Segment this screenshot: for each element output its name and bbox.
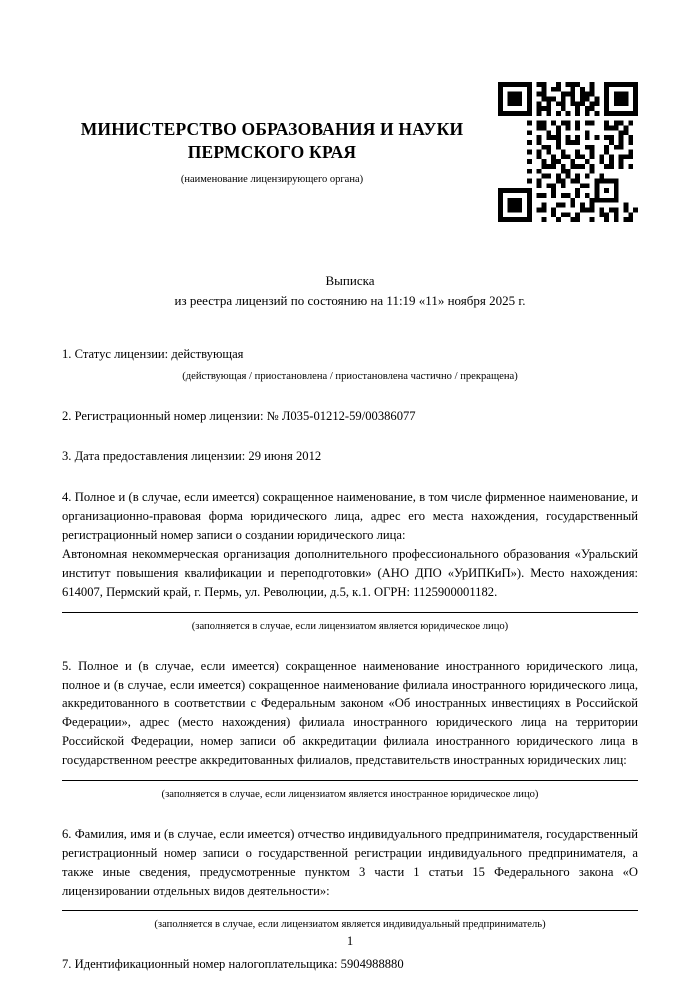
section-individual-entrepreneur xyxy=(62,825,638,933)
section-legal-entity-text: 4. Полное и (в случае, если имеется) сокращенное наименование, в том числе фирменное наименование, и организационно-правовая форма юридического лица, адрес его места нахождения, государственный регистрационный номер записи о создании юридического лица: xyxy=(62,490,638,543)
section-issue-date-text: 3. Дата предоставления лицензии: 29 июня 2012 xyxy=(62,449,322,464)
divider xyxy=(62,780,638,781)
organization-title-line1: МИНИСТЕРСТВО ОБРАЗОВАНИЯ И НАУКИ xyxy=(80,119,464,139)
document-header xyxy=(62,0,482,185)
section-status-text: 1. Статус лицензии: действующая xyxy=(62,346,244,361)
section-foreign-entity xyxy=(62,657,638,803)
section-status xyxy=(62,345,638,385)
document-title xyxy=(62,271,638,311)
divider xyxy=(62,910,638,911)
section-inn-text: 7. Идентификационный номер налогоплательщика: 5904988880 xyxy=(62,957,404,972)
section-registration-number-text: 2. Регистрационный номер лицензии: № Л035-01212-59/00386077 xyxy=(62,408,416,423)
section-legal-entity-note: (заполняется в случае, если лицензиатом является юридическое лицо) xyxy=(191,620,509,632)
section-foreign-entity-note: (заполняется в случае, если лицензиатом является иностранное юридическое лицо) xyxy=(161,788,539,800)
section-legal-entity-value: Автономная некоммерческая организация дополнительного профессионального образования «Уральский институт повышения квалификации и переподготовки» (АНО ДПО «УрИПКиП»). Место нахождения: 614007, Пермский край, г. Пермь, ул. Революции, д.5, к.1. ОГРН: 1125900001182. xyxy=(62,547,638,599)
organization-title-line2: ПЕРМСКОГО КРАЯ xyxy=(187,142,357,163)
section-individual-entrepreneur-text: 6. Фамилия, имя и (в случае, если имеется) отчество индивидуального предпринимателя, государственный регистрационный номер записи о государственной регистрации индивидуального предпринимателя, а также иные сведения, предусмотренные пунктом 3 части 1 статьи 15 Федерального закона «О лицензировании отдельных видов деятельности»: xyxy=(62,826,638,898)
document-title-line1: Выписка xyxy=(325,272,375,288)
qr-code-svg xyxy=(498,82,638,222)
divider xyxy=(62,612,638,613)
organization-subtitle: (наименование лицензирующего органа) xyxy=(180,173,364,185)
page-number: 1 xyxy=(346,934,354,948)
section-individual-entrepreneur-note: (заполняется в случае, если лицензиатом является индивидуальный предприниматель) xyxy=(154,919,546,931)
section-status-note: (действующая / приостановлена / приостановлена частично / прекращена) xyxy=(182,370,518,382)
section-registration-number xyxy=(62,407,638,426)
section-foreign-entity-text: 5. Полное и (в случае, если имеется) сокращенное наименование иностранного юридического лица, полное и (в случае, если имеется) сокращенное наименование филиала иностранного юридического лица, аккредитованного в соответствии с Федеральным законом «Об иностранных инвестициях в Российской Федерации», адрес (место нахождения) филиала иностранного юридического лица на территории Российской Федерации, номер записи об аккредитации филиала иностранного юридического лица в государственном реестре аккредитованных филиалов, представительств иностранных юридических лиц: xyxy=(62,658,638,768)
section-issue-date xyxy=(62,447,638,466)
section-inn xyxy=(62,955,638,974)
document-title-line2: из реестра лицензий по состоянию на 11:19 «11» ноября 2025 г. xyxy=(174,292,526,308)
organization-title xyxy=(62,118,482,165)
section-legal-entity xyxy=(62,488,638,634)
qr-code-icon xyxy=(498,82,638,222)
